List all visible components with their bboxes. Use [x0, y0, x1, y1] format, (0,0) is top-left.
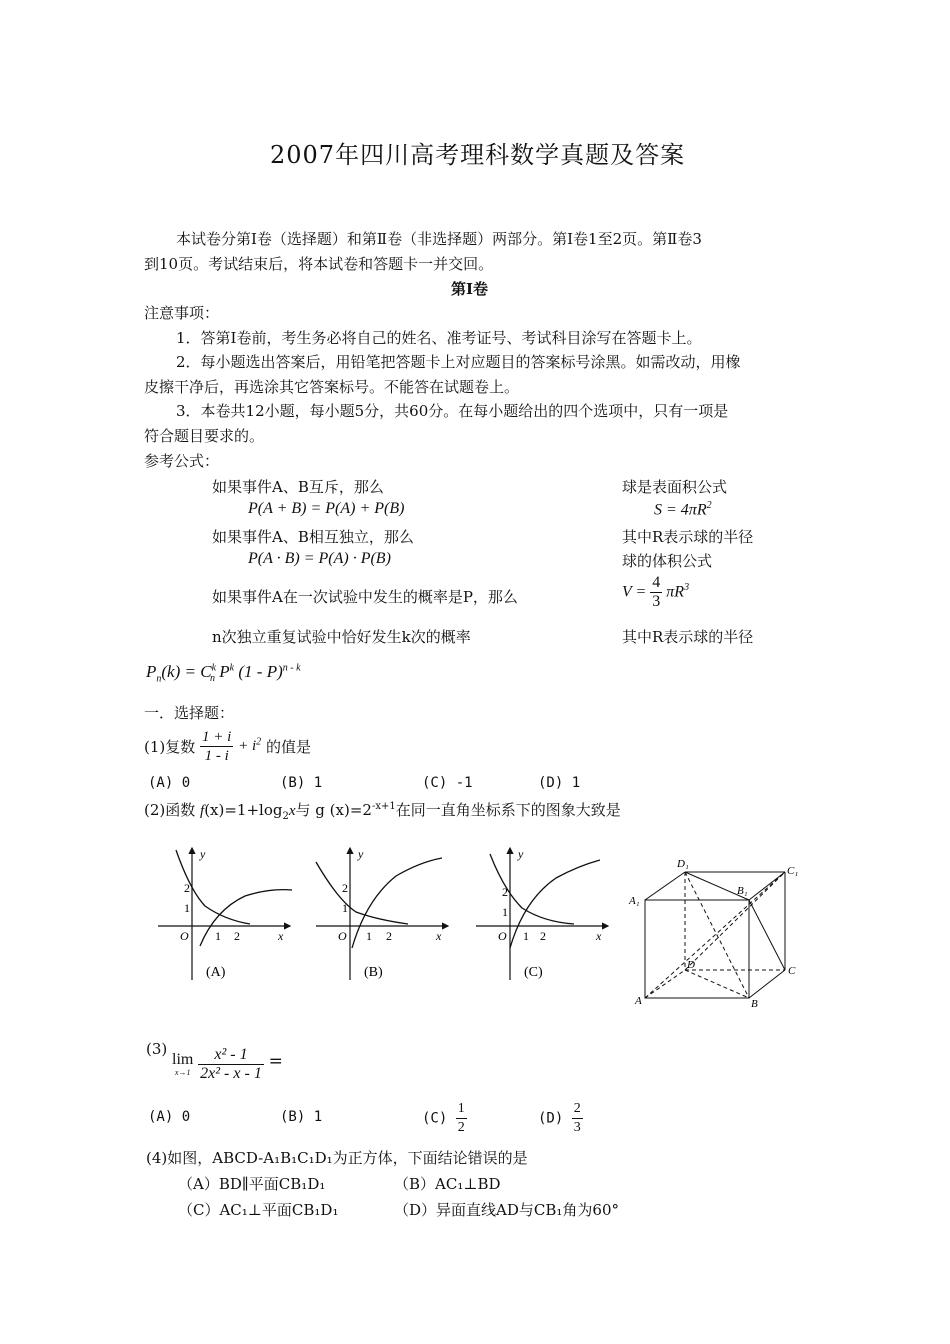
graph-b-y-1: 1: [342, 901, 348, 915]
formula-left-1: 如果事件A、B互斥，那么: [212, 478, 384, 496]
formula-left-1-eq: P(A + B) = P(A) + P(B): [248, 500, 405, 517]
question-3: (3) lim x→1 $\frac{\text{x² - 1}}{\text{2x² - x - 1}}$ =: [146, 1040, 283, 1082]
graph-a-x-2: 2: [234, 929, 240, 943]
cube-label-d: D: [687, 959, 695, 971]
formulas-heading: 参考公式：: [144, 452, 220, 470]
cube-label-a: A: [635, 995, 642, 1007]
graph-c-y-1: 1: [502, 905, 508, 919]
formula-left-2-eq: P(A · B) = P(A) · P(B): [248, 550, 391, 567]
graph-b-x-2: 2: [386, 929, 392, 943]
q1-option-a: (A) 0: [148, 775, 191, 791]
cube-figure: [625, 852, 805, 1010]
note-2b: 皮擦干净后，再选涂其它答案标号。不能答在试题卷上。: [144, 378, 520, 396]
q3-option-c: (C) $\frac{1}{2}$: [422, 1101, 465, 1135]
formula-right-4: 其中R表示球的半径: [622, 628, 754, 646]
note-3b: 符合题目要求的。: [144, 427, 265, 445]
graph-b-origin: O: [338, 929, 347, 943]
formula-left-4: n次独立重复试验中恰好发生k次的概率: [212, 628, 471, 646]
section-heading: 一．选择题：: [144, 704, 235, 722]
q2-graphs: [150, 840, 620, 985]
q1-option-c: (C) -1: [422, 775, 473, 791]
graph-c-x-2: 2: [540, 929, 546, 943]
sphere-volume-formula: V = $\frac{4}{3}$ $\pi R^3$: [622, 574, 690, 610]
graph-b-y-2: 2: [342, 881, 348, 895]
graph-c-x-1: 1: [523, 929, 529, 943]
graph-a-y-2: 2: [184, 881, 190, 895]
q3-option-a: (A) 0: [148, 1109, 191, 1125]
question-4: (4)如图，ABCD-A₁B₁C₁D₁为正方体，下面结论错误的是: [146, 1149, 528, 1167]
graph-b-x-1: 1: [366, 929, 372, 943]
graph-c: [476, 847, 608, 980]
intro-line-2: 到10页。考试结束后，将本试卷和答题卡一并交回。: [144, 255, 494, 273]
q3-option-b: (B) 1: [280, 1109, 323, 1125]
cube-label-c1: C₁: [787, 865, 799, 877]
formula-right-2: 其中R表示球的半径: [622, 528, 754, 546]
graph-c-y-2: 2: [502, 885, 508, 899]
cube-label-c: C: [788, 965, 796, 977]
sphere-area-formula: $S = 4\pi R^2$: [654, 500, 712, 519]
graph-c-label: (C): [524, 965, 543, 980]
note-1: 1．答第Ⅰ卷前，考生务必将自己的姓名、准考证号、考试科目涂写在答题卡上。: [176, 329, 702, 347]
graph-a-label: (A): [206, 965, 226, 980]
notes-heading: 注意事项：: [144, 304, 220, 322]
q4-option-d: （D）异面直线AD与CB₁角为60°: [394, 1201, 619, 1219]
intro-line-1: 本试卷分第Ⅰ卷（选择题）和第Ⅱ卷（非选择题）两部分。第Ⅰ卷1至2页。第Ⅱ卷3: [176, 230, 702, 248]
graph-a: [158, 847, 292, 980]
graph-b: [316, 847, 448, 980]
graph-b-x-label: x: [436, 929, 442, 943]
graph-b-y-label: y: [358, 847, 364, 861]
formula-right-3: 球的体积公式: [622, 552, 713, 570]
q1-option-b: (B) 1: [280, 775, 323, 791]
graph-a-x-1: 1: [215, 929, 221, 943]
note-2a: 2．每小题选出答案后，用铅笔把答题卡上对应题目的答案标号涂黑。如需改动，用橡: [176, 353, 741, 371]
note-3a: 3．本卷共12小题，每小题5分，共60分。在每小题给出的四个选项中，只有一项是: [176, 402, 729, 420]
cube-label-b: B: [751, 998, 758, 1010]
graph-c-y-label: y: [518, 847, 524, 861]
page-title: 2007年四川高考理科数学真题及答案: [270, 141, 686, 169]
cube-label-d1: D₁: [677, 858, 689, 870]
graph-a-y-1: 1: [184, 901, 190, 915]
graph-c-x-label: x: [596, 929, 602, 943]
question-1: (1)复数 $\frac{1 + i}{1 - i}$ + $i^2$ 的值是: [144, 729, 311, 764]
q1-option-d: (D) 1: [538, 775, 581, 791]
q3-option-d: (D) $\frac{2}{3}$: [538, 1101, 581, 1135]
part1-heading: 第Ⅰ卷: [451, 280, 489, 298]
q4-option-a: （A）BD∥平面CB₁D₁: [178, 1175, 326, 1193]
cube-label-a1: A₁: [629, 895, 640, 907]
binomial-formula: $P_n(k) = C^k_n$ $P^k$ (1 - P)$^{n - k}$: [146, 662, 301, 685]
graph-c-origin: O: [498, 929, 507, 943]
formula-left-3: 如果事件A在一次试验中发生的概率是P，那么: [212, 588, 518, 606]
question-2: (2)函数 $f(x)=1+\log_2x$与 g $(x)=2^{-x+1}$在同一直角坐标系下的图象大致是: [144, 801, 621, 822]
formula-left-2: 如果事件A、B相互独立，那么: [212, 528, 414, 546]
graph-b-label: (B): [364, 965, 383, 980]
q4-option-b: （B）AC₁⊥BD: [394, 1175, 501, 1193]
graph-a-x-label: x: [278, 929, 284, 943]
formula-right-1: 球是表面积公式: [622, 478, 728, 496]
graph-a-origin: O: [180, 929, 189, 943]
cube-label-b1: B₁: [737, 885, 748, 897]
q4-option-c: （C）AC₁⊥平面CB₁D₁: [178, 1201, 339, 1219]
graph-a-y-label: y: [200, 847, 206, 861]
